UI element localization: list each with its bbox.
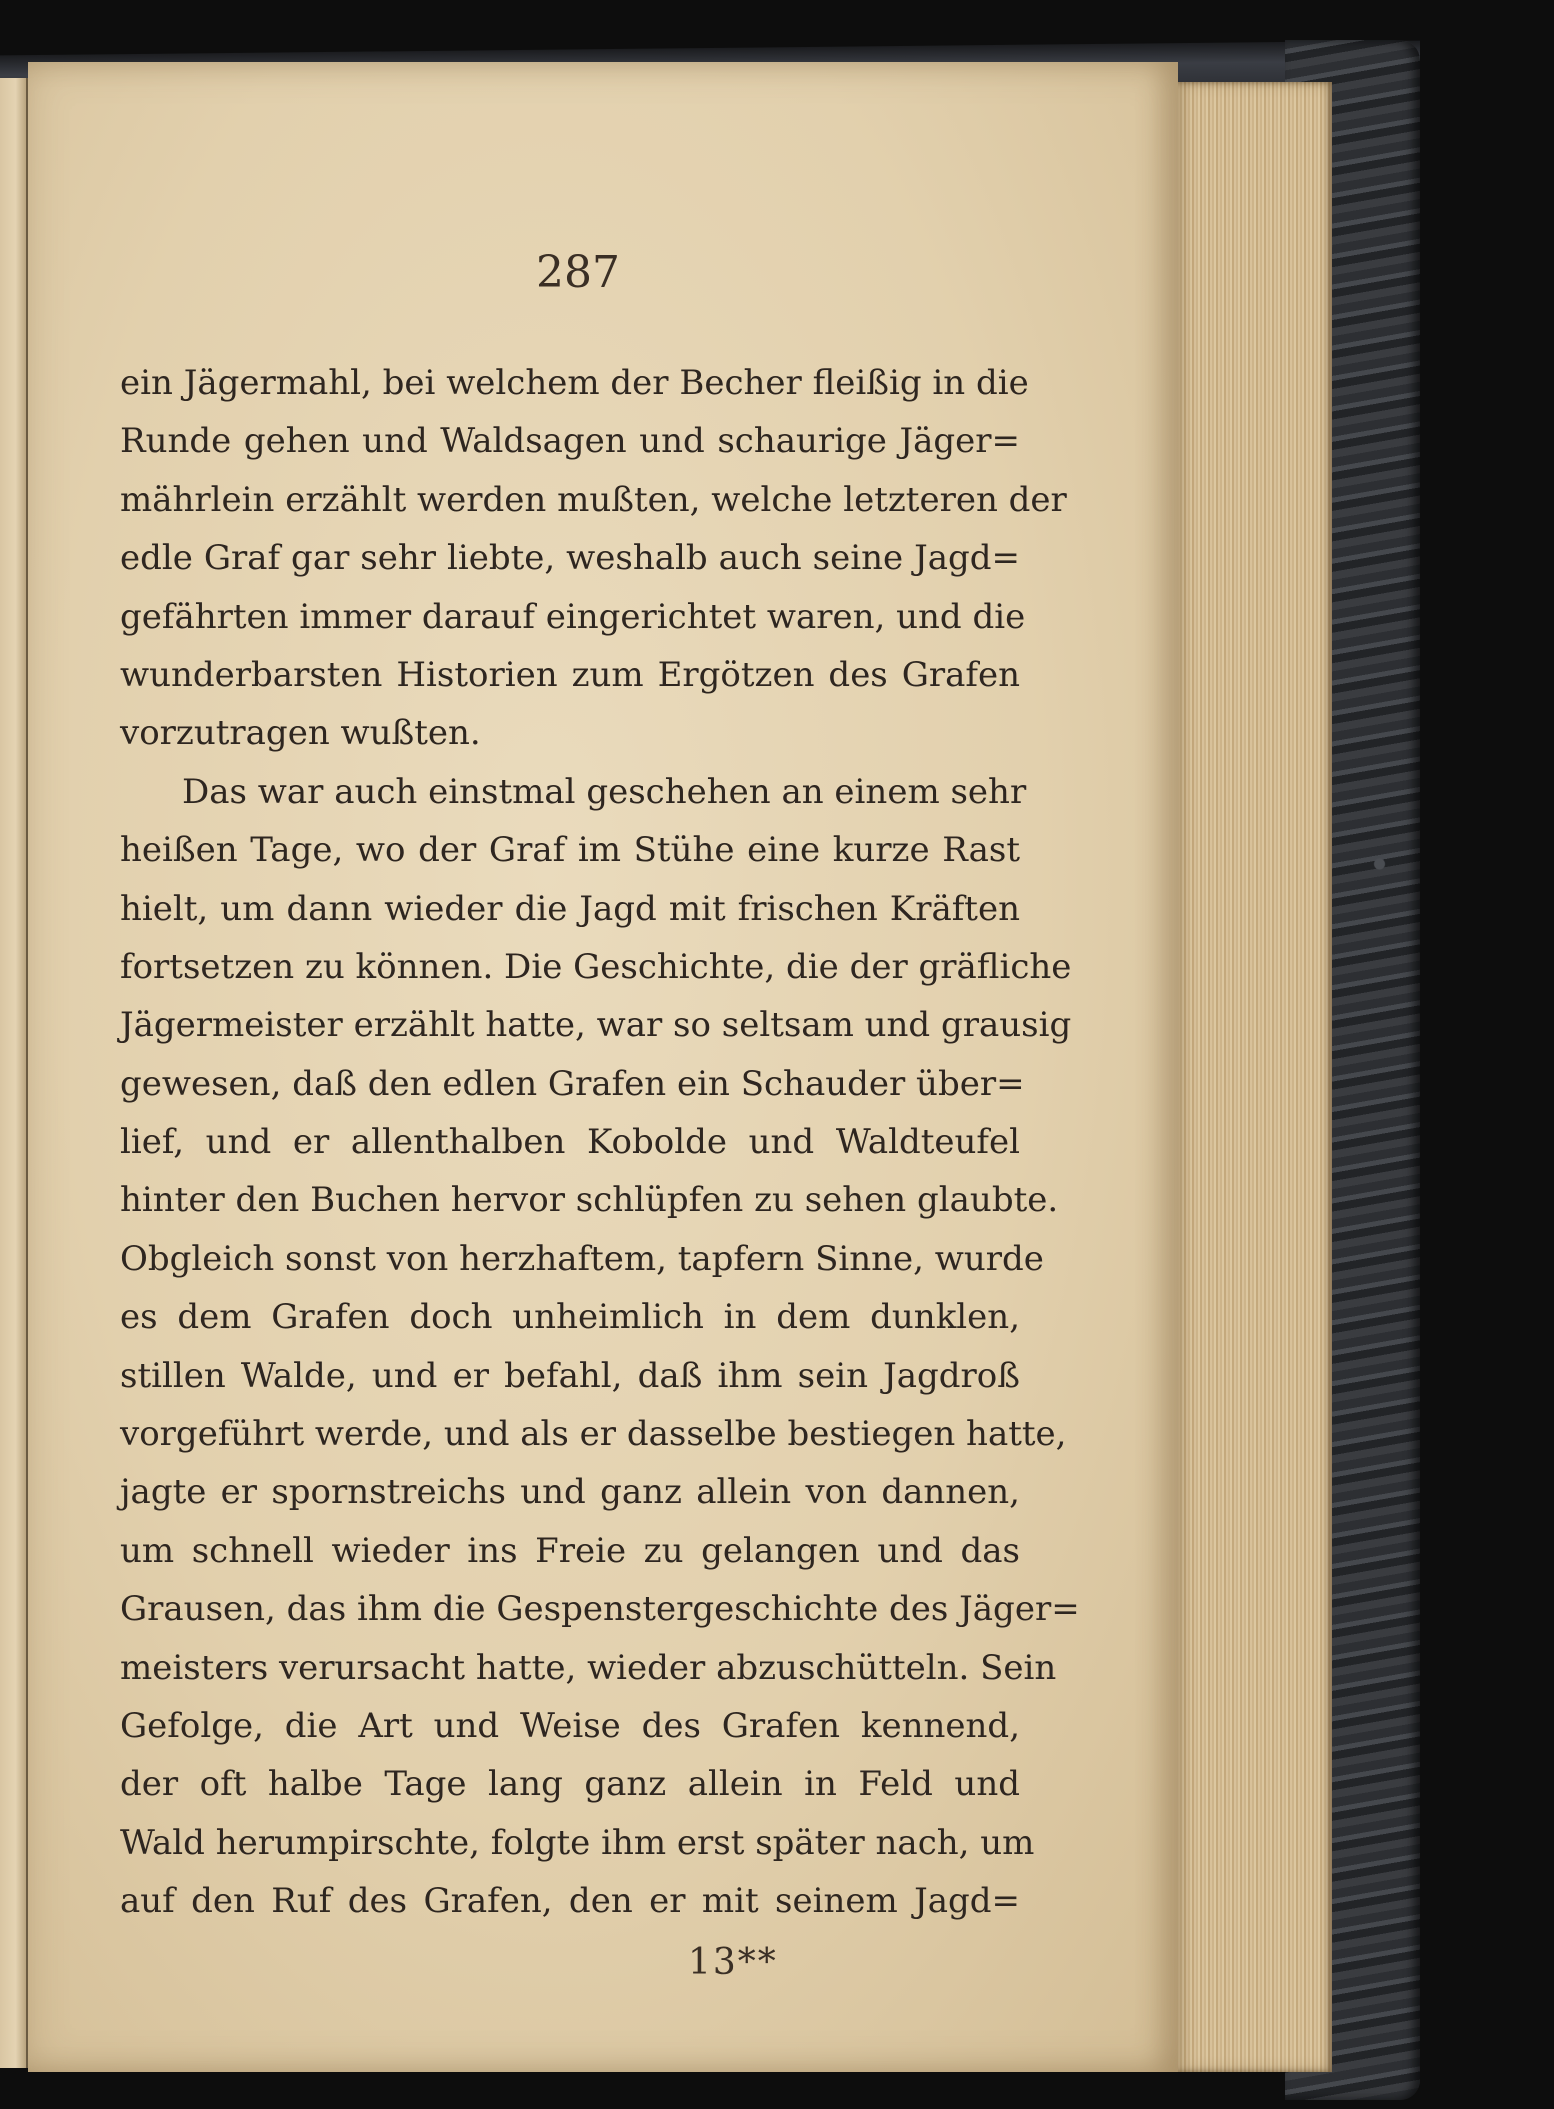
text-line: es dem Grafen doch unheimlich in dem dunklen, [120, 1297, 1020, 1338]
text-line: gefährten immer darauf eingerichtet waren, und die [120, 596, 1026, 637]
text-line: edle Graf gar sehr liebte, weshalb auch seine Jagd= [120, 538, 1020, 579]
text-line: Gefolge, die Art und Weise des Grafen kennend, [120, 1705, 1020, 1746]
text-line: Jägermeister erzählt hatte, war so seltsam und grausig [120, 1005, 1072, 1046]
text-line: wunderbarsten Historien zum Ergötzen des Grafen [120, 654, 1020, 695]
body-text [120, 354, 1080, 1931]
text-line: Runde gehen und Waldsagen und schaurige Jäger= [120, 421, 1020, 462]
left-page-edge [0, 78, 28, 2068]
text-line: mährlein erzählt werden mußten, welche letzteren der [120, 479, 1067, 520]
text-line: der oft halbe Tage lang ganz allein in Feld und [120, 1764, 1020, 1805]
text-line: jagte er spornstreichs und ganz allein von dannen, [120, 1472, 1020, 1513]
text-line: auf den Ruf des Grafen, den er mit seinem Jagd= [120, 1881, 1020, 1922]
text-line: vorzutragen wußten. [120, 713, 481, 754]
text-line: Wald herumpirschte, folgte ihm erst später nach, um [120, 1822, 1035, 1863]
text-line: meisters verursacht hatte, wieder abzuschütteln. Sein [120, 1647, 1057, 1688]
text-line: ein Jägermahl, bei welchem der Becher fleißig in die [120, 363, 1029, 403]
text-line: gewesen, daß den edlen Grafen ein Schauder über= [120, 1063, 1025, 1104]
text-line: lief, und er allenthalben Kobolde und Waldteufel [120, 1122, 1020, 1163]
text-line: Das war auch einstmal geschehen an einem sehr [182, 771, 1027, 812]
text-line: hielt, um dann wieder die Jagd mit frischen Kräften [120, 888, 1020, 929]
text-line: heißen Tage, wo der Graf im Stühe eine kurze Rast [120, 830, 1020, 871]
text-line: Obgleich sonst von herzhaftem, tapfern Sinne, wurde [120, 1238, 1044, 1279]
text-line: um schnell wieder ins Freie zu gelangen und das [120, 1530, 1020, 1571]
page-edges-stack [1172, 82, 1332, 2072]
page-number: 287 [536, 247, 620, 298]
text-line: fortsetzen zu können. Die Geschichte, die der gräfliche [120, 946, 1072, 987]
text-line: Grausen, das ihm die Gespenstergeschichte des Jäger= [120, 1589, 1080, 1630]
printer-signature: 13** [688, 1942, 778, 1983]
book-page [28, 62, 1178, 2072]
text-line: vorgeführt werde, und als er dasselbe bestiegen hatte, [120, 1414, 1067, 1455]
text-line: hinter den Buchen hervor schlüpfen zu sehen glaubte. [120, 1180, 1059, 1221]
text-line: stillen Walde, und er befahl, daß ihm sein Jagdroß [120, 1355, 1020, 1396]
